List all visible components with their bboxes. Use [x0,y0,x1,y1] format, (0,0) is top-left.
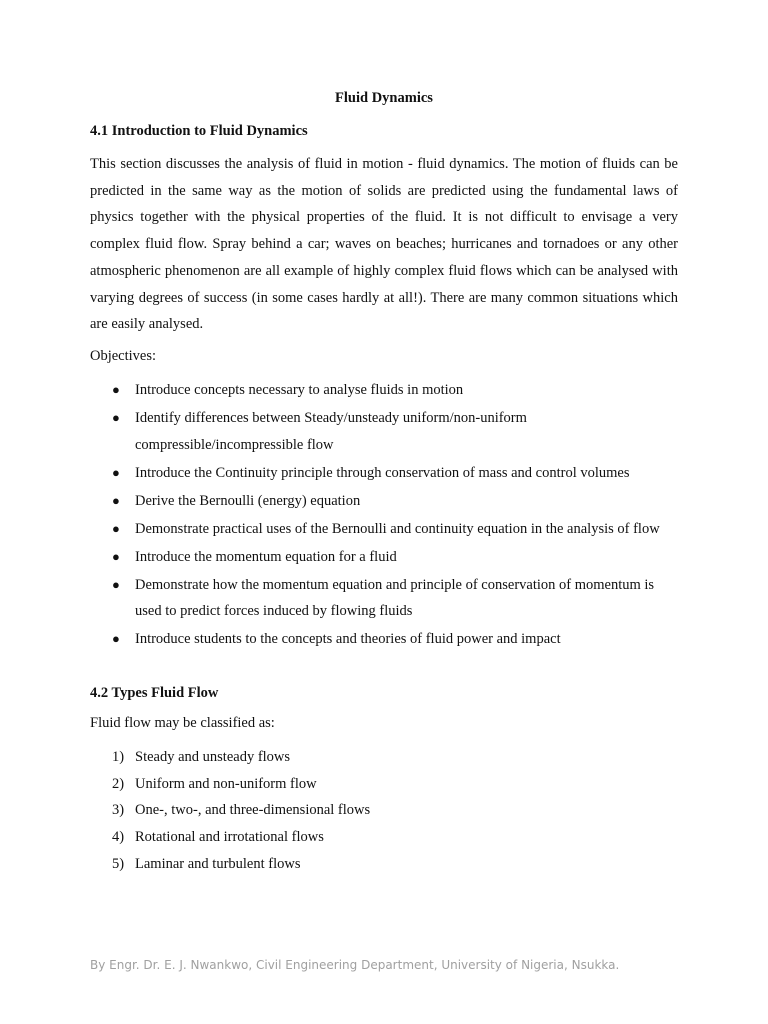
bullet-icon: ● [112,576,120,592]
objective-text: Identify differences between Steady/unsteady uniform/non-uniform compressible/incompressible flow [135,409,527,453]
section-heading-intro: 4.1 Introduction to Fluid Dynamics [90,123,308,139]
objective-text: Introduce students to the concepts and theories of fluid power and impact [135,631,561,648]
section-heading-types: 4.2 Types Fluid Flow [90,685,219,702]
objective-item [90,516,678,543]
document-title: Fluid Dynamics [335,90,433,106]
flow-type-item [90,744,678,771]
list-number: 5) [112,855,125,872]
page-footer: By Engr. Dr. E. J. Nwankwo, Civil Engineering Department, University of Nigeria, Nsukka. [90,958,620,972]
objective-text: Demonstrate how the momentum equation and principle of conservation of momentum is used to predict forces induced by flowing fluids [135,576,655,620]
flow-type-text: One-, two-, and three-dimensional flows [135,802,371,819]
objective-item [90,626,678,653]
bullet-icon: ● [112,520,120,536]
objective-text: Introduce the momentum equation for a fluid [135,548,397,565]
intro-paragraph: This section discusses the analysis of fluid in motion - fluid dynamics. The motion of fluids can be predicted in the same way as the motion of solids are predicted using the fundamental laws of physics together with the physical properties of the fluid. It is not difficult to envisage a very complex fluid flow. Spray behind a car; waves on beaches; hurricanes and tornadoes or any other atmospheric phenomenon are all example of highly complex fluid flows which can be analysed with varying degrees of success (in some cases hardly at all!). There are many common situations which are easily analysed. [90,156,678,333]
objective-item [90,544,678,571]
bullet-icon: ● [112,464,120,480]
objectives-list [90,377,678,653]
bullet-icon: ● [112,631,120,647]
objective-text: Demonstrate practical uses of the Bernoulli and continuity equation in the analysis of flow [135,520,660,537]
objective-item [90,405,678,458]
flow-type-text: Steady and unsteady flows [135,749,291,766]
objective-item [90,460,678,487]
objective-item [90,488,678,515]
objective-text: Derive the Bernoulli (energy) equation [135,492,361,509]
flow-types-list [90,744,678,878]
list-number: 2) [112,775,125,792]
flow-type-item [90,771,678,798]
classification-intro: Fluid flow may be classified as: [90,715,275,732]
objective-text: Introduce the Continuity principle through conservation of mass and control volumes [135,464,630,481]
objective-item [90,377,678,404]
flow-type-item [90,824,678,851]
bullet-icon: ● [112,548,120,564]
document-page [90,88,678,878]
flow-type-text: Rotational and irrotational flows [135,829,324,846]
list-number: 1) [112,749,125,766]
flow-type-item [90,797,678,824]
list-number: 4) [112,829,125,846]
flow-type-text: Laminar and turbulent flows [135,855,301,872]
objective-item [90,572,678,625]
bullet-icon: ● [112,409,120,425]
bullet-icon: ● [112,381,120,397]
bullet-icon: ● [112,492,120,508]
flow-type-item [90,851,678,878]
objectives-label: Objectives: [90,347,157,364]
objective-text: Introduce concepts necessary to analyse fluids in motion [135,381,464,398]
flow-type-text: Uniform and non-uniform flow [135,775,317,792]
list-number: 3) [112,802,125,819]
